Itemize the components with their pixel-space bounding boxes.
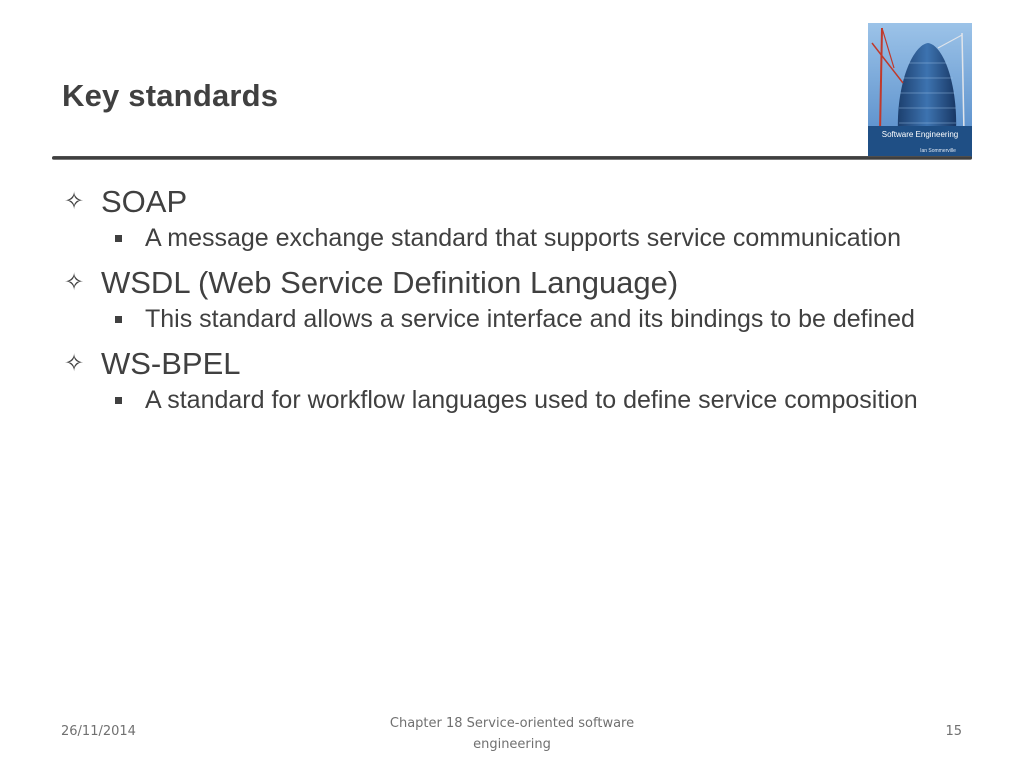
cover-title: Software Engineering (881, 130, 959, 139)
list-item-wsbpel (62, 344, 962, 416)
footer-chapter: Chapter 18 Service-oriented software engineering (389, 716, 635, 752)
square-bullet-icon (115, 235, 122, 242)
footer-date: 26/11/2014 (61, 724, 136, 739)
bullet-heading: WS-BPEL (101, 346, 241, 381)
star-bullet-icon: ✧ (64, 350, 85, 377)
bullet-text: A message exchange standard that supports service communication (145, 224, 901, 252)
star-bullet-icon: ✧ (64, 269, 85, 296)
bullet-text: A standard for workflow languages used to define service composition (145, 386, 918, 414)
book-cover-illustration (868, 23, 972, 158)
footer-page-number: 15 (945, 724, 962, 739)
bullet-level1 (62, 263, 962, 303)
bullet-heading: SOAP (101, 184, 188, 219)
bullet-level2 (145, 223, 962, 254)
list-item-wsdl (62, 263, 962, 335)
list-item-soap (62, 182, 962, 254)
star-bullet-icon: ✧ (64, 188, 85, 215)
slide-title: Key standards (62, 78, 279, 113)
title-rule (52, 156, 972, 160)
bullet-level2 (145, 304, 962, 335)
bullet-level2 (145, 385, 962, 416)
bullet-heading: WSDL (Web Service Definition Language) (101, 265, 679, 300)
square-bullet-icon (115, 397, 122, 404)
bullet-text: This standard allows a service interface and its bindings to be defined (145, 305, 915, 333)
square-bullet-icon (115, 316, 122, 323)
book-cover-image (868, 23, 972, 158)
cover-author: Ian Sommerville (920, 148, 956, 154)
bullet-level1 (62, 344, 962, 384)
slide-content (62, 182, 962, 425)
bullet-level1 (62, 182, 962, 222)
